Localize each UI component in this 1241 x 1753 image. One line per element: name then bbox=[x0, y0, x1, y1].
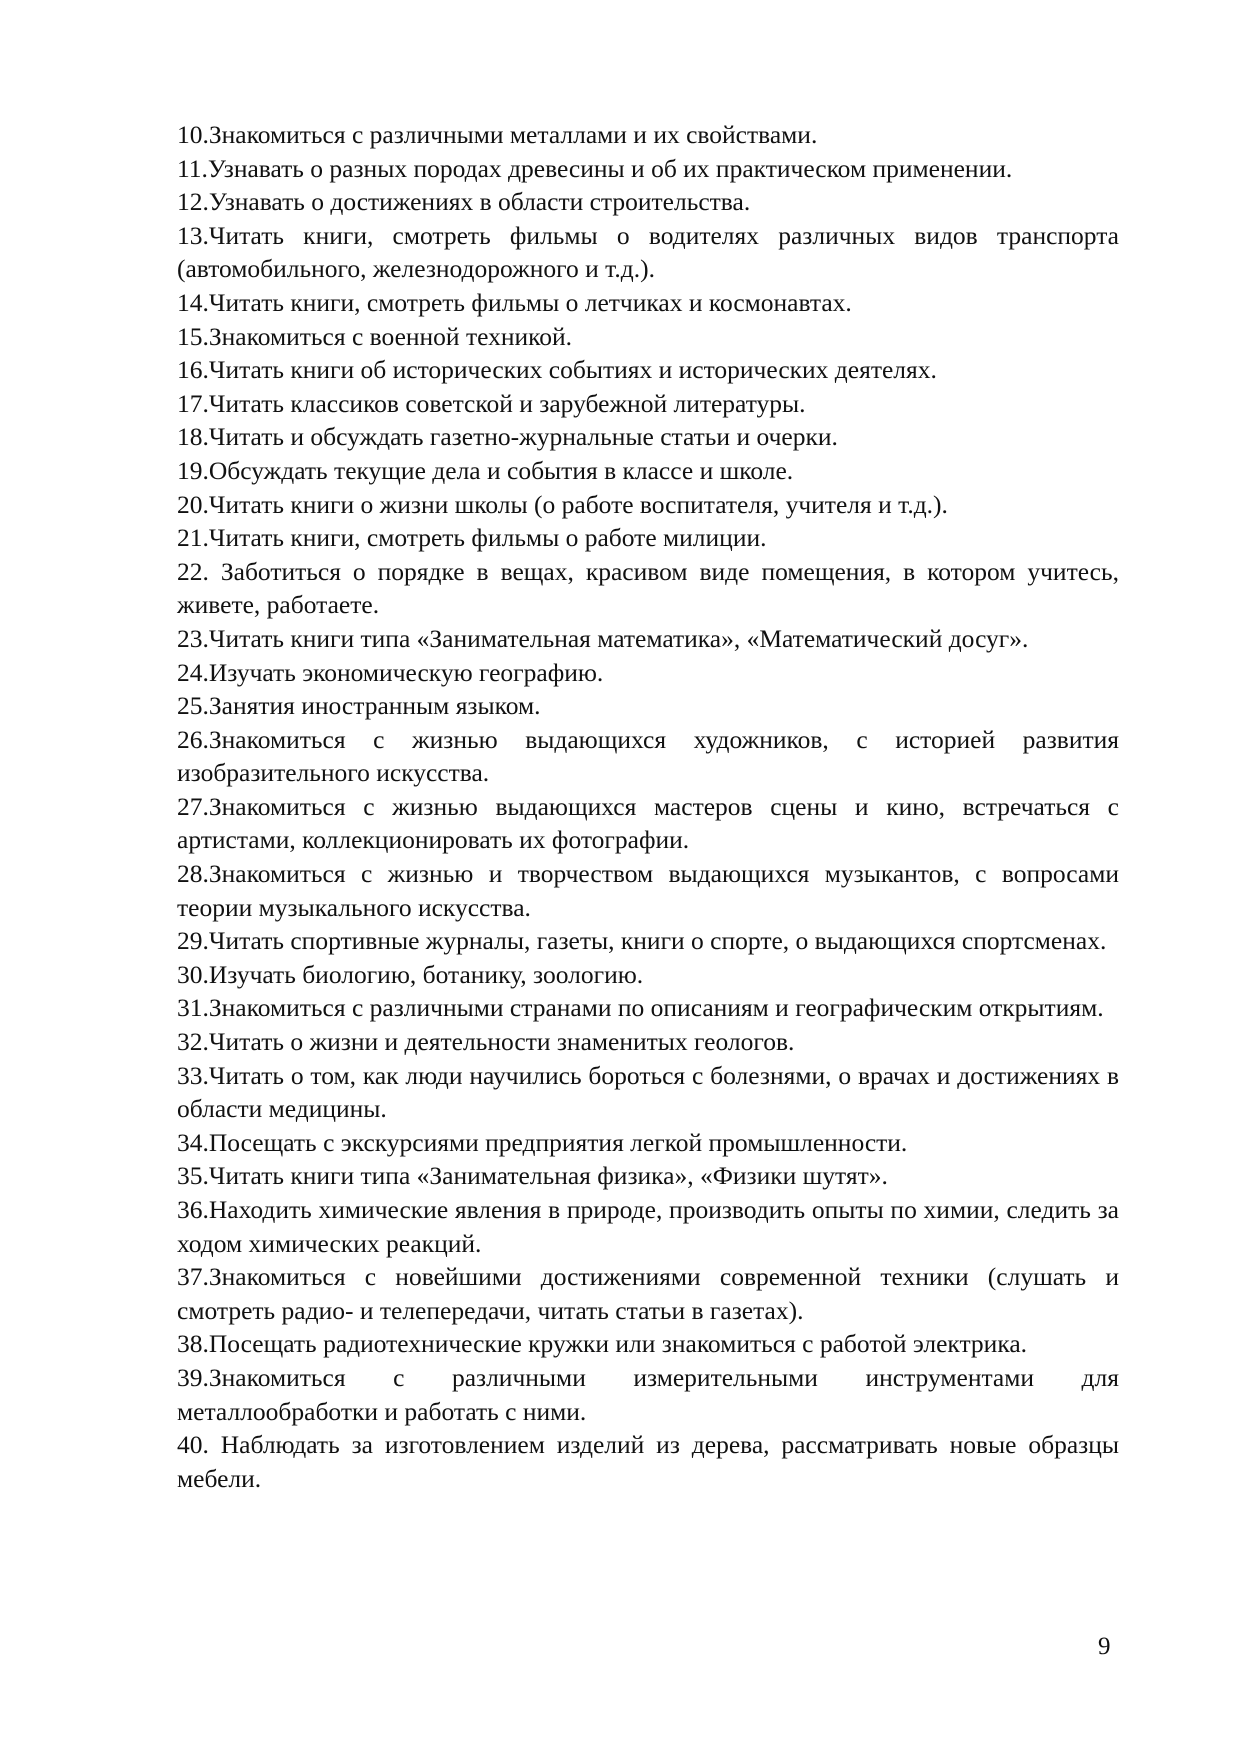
list-item: 33.Читать о том, как люди научились бороться с болезнями, о врачах и достижениях в области медицины. bbox=[177, 1060, 1119, 1124]
list-item: 15.Знакомиться с военной техникой. bbox=[177, 321, 572, 351]
list-item: 14.Читать книги, смотреть фильмы о летчиках и космонавтах. bbox=[177, 287, 852, 317]
list-item: 37.Знакомиться с новейшими достижениями современной техники (слушать и смотреть радио- и телепередачи, читать статьи в газетах). bbox=[177, 1262, 1119, 1325]
list-item: 11.Узнавать о разных породах древесины и об их практическом применении. bbox=[177, 153, 1013, 183]
list-item: 38.Посещать радиотехнические кружки или знакомиться с работой электрика. bbox=[177, 1329, 1028, 1359]
list-item: 24.Изучать экономическую географию. bbox=[177, 657, 604, 687]
list-item: 25.Занятия иностранным языком. bbox=[177, 691, 541, 721]
list-item: 30.Изучать биологию, ботанику, зоологию. bbox=[177, 959, 644, 989]
list-item: 17.Читать классиков советской и зарубежной литературы. bbox=[177, 388, 806, 418]
list-item: 22. Заботиться о порядке в вещах, красивом виде помещения, в котором учитесь, живете, работаете. bbox=[177, 556, 1119, 620]
list-item: 27.Знакомиться с жизнью выдающихся мастеров сцены и кино, встречаться с артистами, коллекционировать их фотографии. bbox=[177, 791, 1119, 855]
list-item: 23.Читать книги типа «Занимательная математика», «Математический досуг». bbox=[177, 623, 1029, 653]
list-item: 21.Читать книги, смотреть фильмы о работе милиции. bbox=[177, 523, 767, 553]
list-item: 36.Находить химические явления в природе, производить опыты по химии, следить за ходом химических реакций. bbox=[177, 1195, 1119, 1258]
list-item: 34.Посещать с экскурсиями предприятия легкой промышленности. bbox=[177, 1127, 908, 1157]
list-item: 26.Знакомиться с жизнью выдающихся художников, с историей развития изобразительного искусства. bbox=[177, 724, 1119, 788]
list-item: 18.Читать и обсуждать газетно-журнальные статьи и очерки. bbox=[177, 422, 838, 452]
list-item: 31.Знакомиться с различными странами по описаниям и географическим открытиям. bbox=[177, 993, 1104, 1023]
list-item: 40. Наблюдать за изготовлением изделий из дерева, рассматривать новые образцы мебели. bbox=[177, 1430, 1119, 1493]
list-item: 28.Знакомиться с жизнью и творчеством выдающихся музыкантов, с вопросами теории музыкального искусства. bbox=[177, 859, 1119, 922]
list-item: 29.Читать спортивные журналы, газеты, книги о спорте, о выдающихся спортсменах. bbox=[177, 926, 1107, 956]
list-item: 39.Знакомиться с различными измерительными инструментами для металлообработки и работать с ними. bbox=[177, 1362, 1119, 1426]
list-item: 19.Обсуждать текущие дела и события в классе и школе. bbox=[177, 455, 794, 485]
list-item: 13.Читать книги, смотреть фильмы о водителях различных видов транспорта (автомобильного, железнодорожного и т.д.). bbox=[177, 220, 1119, 284]
list-item: 12.Узнавать о достижениях в области строительства. bbox=[177, 187, 751, 217]
item-list bbox=[177, 118, 1119, 1495]
list-item: 35.Читать книги типа «Занимательная физика», «Физики шутят». bbox=[177, 1161, 888, 1191]
list-item: 32.Читать о жизни и деятельности знаменитых геологов. bbox=[177, 1027, 795, 1057]
list-item: 20.Читать книги о жизни школы (о работе воспитателя, учителя и т.д.). bbox=[177, 489, 948, 519]
list-item: 10.Знакомиться с различными металлами и их свойствами. bbox=[177, 120, 818, 149]
list-item: 16.Читать книги об исторических событиях и исторических деятелях. bbox=[177, 355, 937, 385]
page-number: 9 bbox=[1098, 1633, 1111, 1660]
